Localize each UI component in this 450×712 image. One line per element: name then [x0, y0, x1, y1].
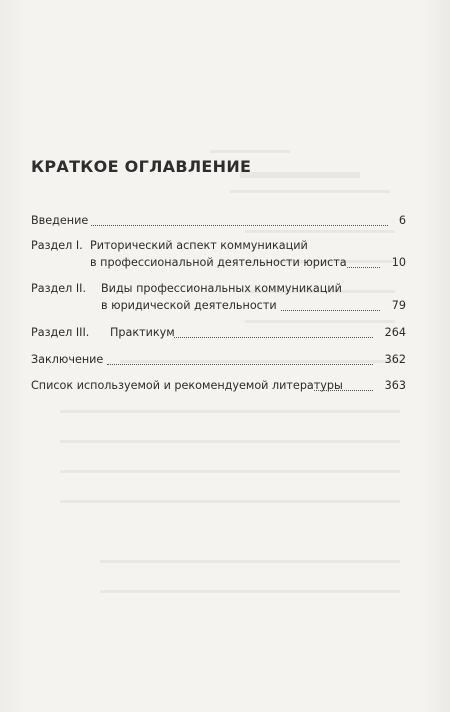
page-title: КРАТКОЕ ОГЛАВЛЕНИЕ: [31, 157, 252, 176]
dot-leader: [314, 390, 373, 391]
toc-entry: [31, 378, 406, 394]
toc-entry-title: Заключение: [31, 353, 104, 366]
dot-leader: [281, 310, 380, 311]
toc-entry-page: 362: [384, 353, 406, 366]
dot-leader: [174, 337, 373, 338]
toc-entry-part: Раздел I.: [31, 239, 83, 252]
toc-entry-title-continued: в юридической деятельности: [101, 299, 277, 312]
toc-entry-page: 363: [384, 379, 406, 392]
toc-entry-title: Практикум: [110, 326, 175, 339]
dot-leader: [107, 364, 373, 365]
toc-entry-title-continued: в профессиональной деятельности юриста: [90, 256, 347, 269]
toc-entry-page: 264: [384, 326, 406, 339]
dot-leader: [91, 225, 388, 226]
toc-entry: [31, 281, 406, 315]
toc-entry-title: Введение: [31, 214, 89, 227]
toc-entry: [31, 325, 406, 341]
toc-entry-page: 79: [391, 299, 406, 312]
toc-entry-title: Список используемой и рекомендуемой литературы: [31, 379, 343, 392]
toc-entry: [31, 238, 406, 272]
toc-entry: [31, 213, 406, 229]
toc-entry-part: Раздел II.: [31, 282, 87, 295]
toc-entry-page: 10: [391, 256, 406, 269]
toc-entry-title: Виды профессиональных коммуникаций: [101, 282, 342, 295]
toc-entry-page: 6: [398, 214, 406, 227]
toc-entry: [31, 352, 406, 368]
toc-entry-part: Раздел III.: [31, 326, 90, 339]
dot-leader: [347, 267, 380, 268]
toc-entry-title: Риторический аспект коммуникаций: [90, 239, 308, 252]
